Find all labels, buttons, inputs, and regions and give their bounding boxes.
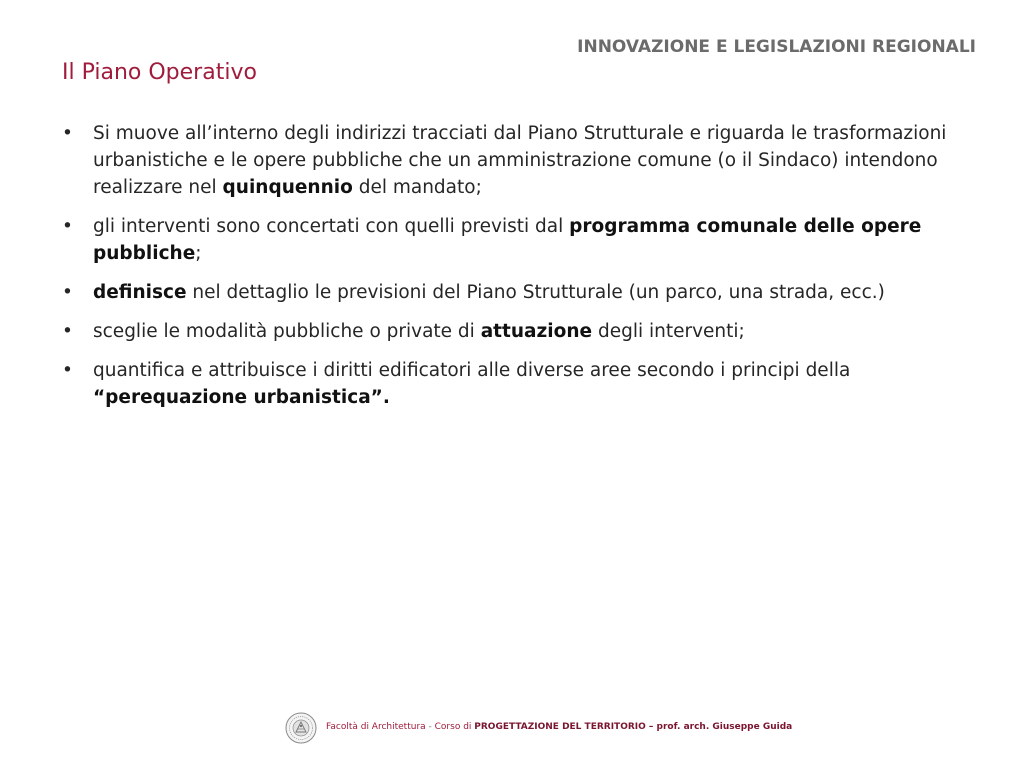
list-item — [62, 120, 972, 201]
university-seal-icon — [285, 712, 317, 744]
bullet-icon: • — [62, 360, 73, 381]
bullet-emphasis: “perequazione urbanistica”. — [93, 387, 390, 408]
bullet-emphasis: programma comunale delle opere pubbliche — [93, 216, 922, 264]
bullet-text: gli interventi sono concertati con quelli previsti dal — [93, 216, 570, 237]
list-item — [62, 279, 972, 306]
bullet-text: Si muove all’interno degli indirizzi tracciati dal Piano Strutturale e riguarda le trasformazioni urbanistiche e le opere pubbliche che un amministrazione comune (o il Sindaco) intendono realizzare nel — [93, 123, 947, 198]
course-header: INNOVAZIONE E LEGISLAZIONI REGIONALI — [577, 37, 976, 57]
bullet-emphasis: quinquennio — [222, 177, 353, 198]
list-item — [62, 357, 972, 411]
bullet-text: quantifica e attribuisce i diritti edificatori alle diverse aree secondo i principi della — [93, 360, 851, 381]
footer-separator: - — [425, 722, 435, 732]
course-prefix: Corso di — [434, 722, 475, 732]
bullet-text: del mandato; — [352, 177, 482, 198]
footer — [0, 712, 1024, 744]
faculty-name: Facoltà di Architettura — [326, 722, 426, 732]
bullet-text: sceglie le modalità pubbliche o private di — [93, 321, 481, 342]
course-name: PROGETTAZIONE DEL TERRITORIO – prof. arch. Giuseppe Guida — [474, 722, 793, 732]
list-item — [62, 213, 972, 267]
bullet-icon: • — [62, 282, 73, 303]
bullet-emphasis: attuazione — [480, 321, 593, 342]
bullet-icon: • — [62, 216, 73, 237]
list-item — [62, 318, 972, 345]
bullet-icon: • — [62, 321, 73, 342]
bullet-list — [62, 120, 972, 423]
slide-title: Il Piano Operativo — [62, 60, 257, 85]
bullet-emphasis: definisce — [93, 282, 187, 303]
bullet-icon: • — [62, 123, 73, 144]
bullet-text: degli interventi; — [592, 321, 745, 342]
bullet-text: ; — [195, 243, 202, 264]
footer-credits — [326, 722, 792, 732]
bullet-text: nel dettaglio le previsioni del Piano Strutturale (un parco, una strada, ecc.) — [186, 282, 885, 303]
